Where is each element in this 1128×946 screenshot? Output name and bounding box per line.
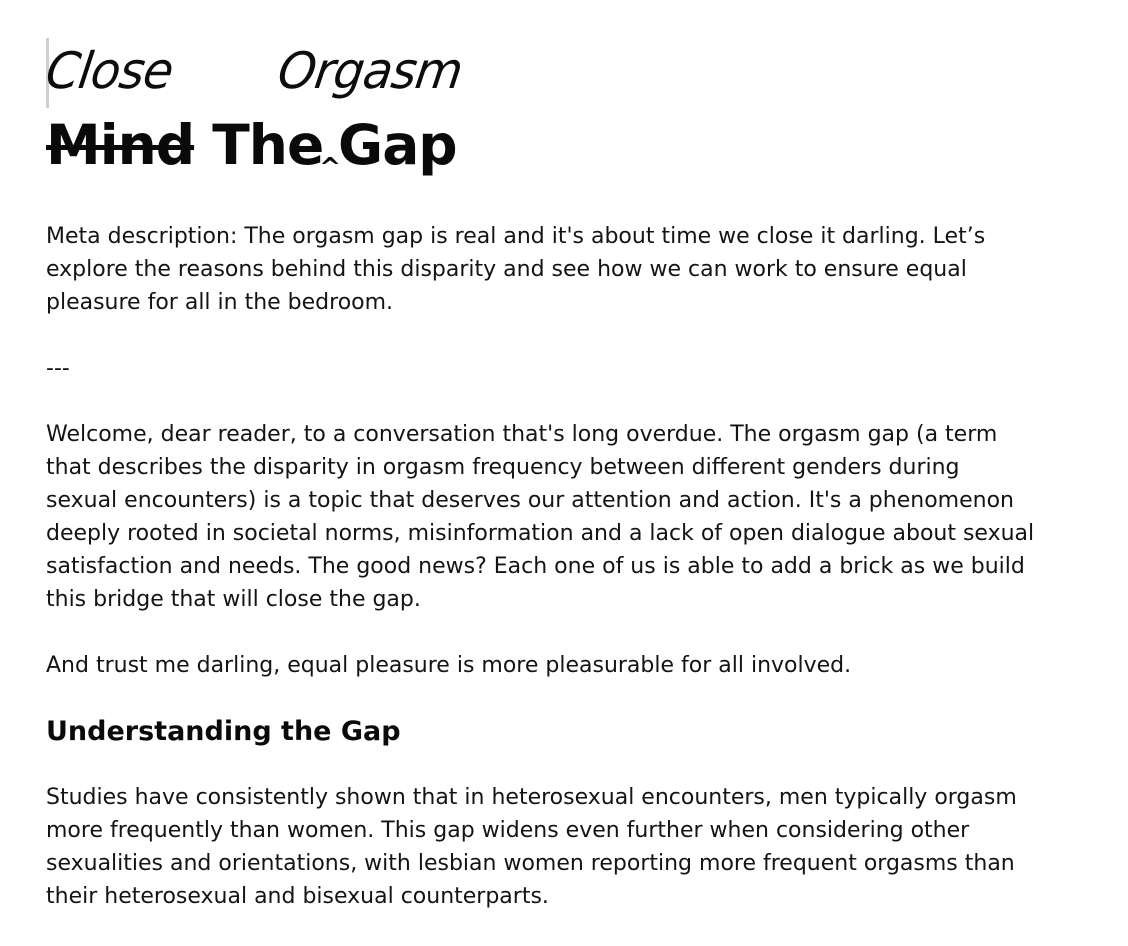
handwritten-close: Close <box>42 41 177 101</box>
handwritten-orgasm: Orgasm <box>274 41 466 101</box>
page-title <box>46 113 457 188</box>
studies-paragraph: Studies have consistently shown that in heterosexual encounters, men typically orgasm more frequently than women. This gap widens even further when considering other sexualities and orientations, with lesbian women reporting more frequent orgasms than their heterosexual and bisexual counterparts. <box>46 785 1017 909</box>
title-struck-word: Mind <box>46 113 195 177</box>
title-the-word: The <box>212 113 324 177</box>
meta-description: Meta description: The orgasm gap is real and it's about time we close it darling. Let’s explore the reasons behind this disparity and see how we can work to ensure equal pleasure for all in the bedroom. <box>46 224 986 315</box>
separator: --- <box>46 356 70 381</box>
handwritten-annotation <box>42 38 646 108</box>
title-gap-word: Gap <box>338 113 457 177</box>
insertion-caret: ^ <box>319 153 341 183</box>
trust-paragraph: And trust me darling, equal pleasure is more pleasurable for all involved. <box>46 653 852 678</box>
article-body <box>46 220 1036 946</box>
section-heading: Understanding the Gap <box>46 716 401 747</box>
intro-paragraph: Welcome, dear reader, to a conversation that's long overdue. The orgasm gap (a term that describes the disparity in orgasm frequency between different genders during sexual encounters) is a topic that deserves our attention and action. It's a phenomenon deeply rooted in societal norms, misinformation and a lack of open dialogue about sexual satisfaction and needs. The good news? Each one of us is able to add a brick as we build this bridge that will close the gap. <box>46 422 1035 612</box>
